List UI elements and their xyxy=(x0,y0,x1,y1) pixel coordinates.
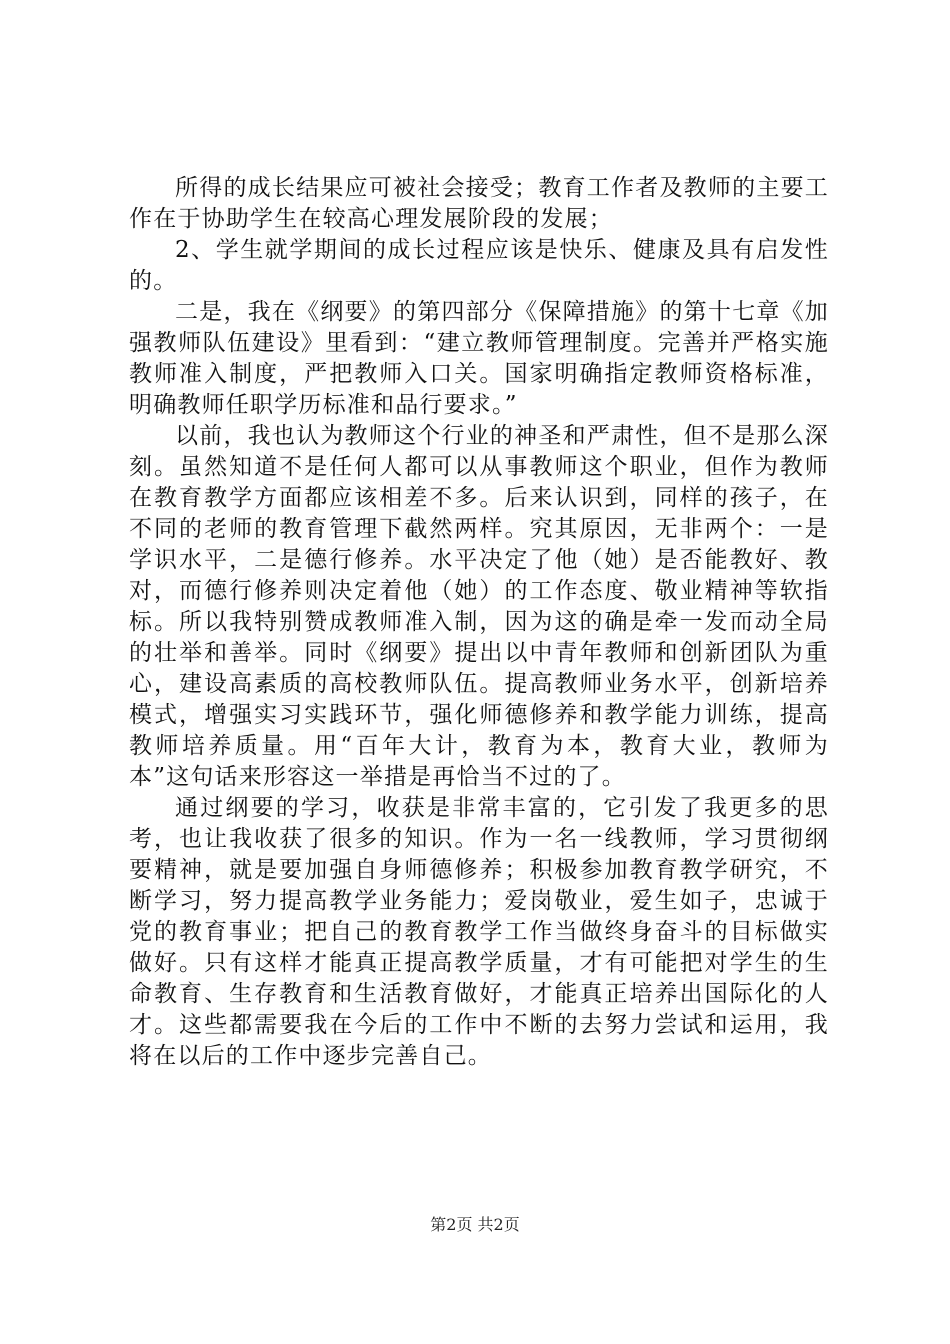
paragraph-4: 以前，我也认为教师这个行业的神圣和严肃性，但不是那么深刻。虽然知道不是任何人都可以从事教师这个职业，但作为教师在教育教学方面都应该相差不多。后来认识到，同样的孩子，在不同的老师的教育管理下截然两样。究其原因，无非两个：一是学识水平，二是德行修养。水平决定了他（她）是否能教好、教对，而德行修养则决定着他（她）的工作态度、敬业精神等软指标。所以我特别赞成教师准入制，因为这的确是牵一发而动全局的壮举和善举。同时《纲要》提出以中青年教师和创新团队为重心，建设高素质的高校教师队伍。提高教师业务水平，创新培养模式，增强实习实践环节，强化师德修养和教学能力训练，提高教师培养质量。用“百年大计，教育为本，教育大业，教师为本”这句话来形容这一举措是再恰当不过的了。 xyxy=(129,423,829,790)
paragraph-2: 2、学生就学期间的成长过程应该是快乐、健康及具有启发性的。 xyxy=(129,237,829,294)
paragraph-1: 所得的成长结果应可被社会接受；教育工作者及教师的主要工作在于协助学生在较高心理发展阶段的发展； xyxy=(129,175,829,232)
paragraph-3: 二是，我在《纲要》的第四部分《保障措施》的第十七章《加强教师队伍建设》里看到：“建立教师管理制度。完善并严格实施教师准入制度，严把教师入口关。国家明确指定教师资格标准，明确教师任职学历标准和品行要求。” xyxy=(129,299,829,418)
page-number-footer: 第2页 共2页 xyxy=(430,1215,520,1234)
document-body xyxy=(129,173,829,1072)
paragraph-5: 通过纲要的学习，收获是非常丰富的，它引发了我更多的思考，也让我收获了很多的知识。作为一名一线教师，学习贯彻纲要精神，就是要加强自身师德修养；积极参加教育教学研究，不断学习，努力提高教学业务能力；爱岗敬业，爱生如子，忠诚于党的教育事业；把自己的教育教学工作当做终身奋斗的目标做实做好。只有这样才能真正提高教学质量，才有可能把对学生的生命教育、生存教育和生活教育做好，才能真正培养出国际化的人才。这些都需要我在今后的工作中不断的去努力尝试和运用，我将在以后的工作中逐步完善自己。 xyxy=(129,795,829,1069)
